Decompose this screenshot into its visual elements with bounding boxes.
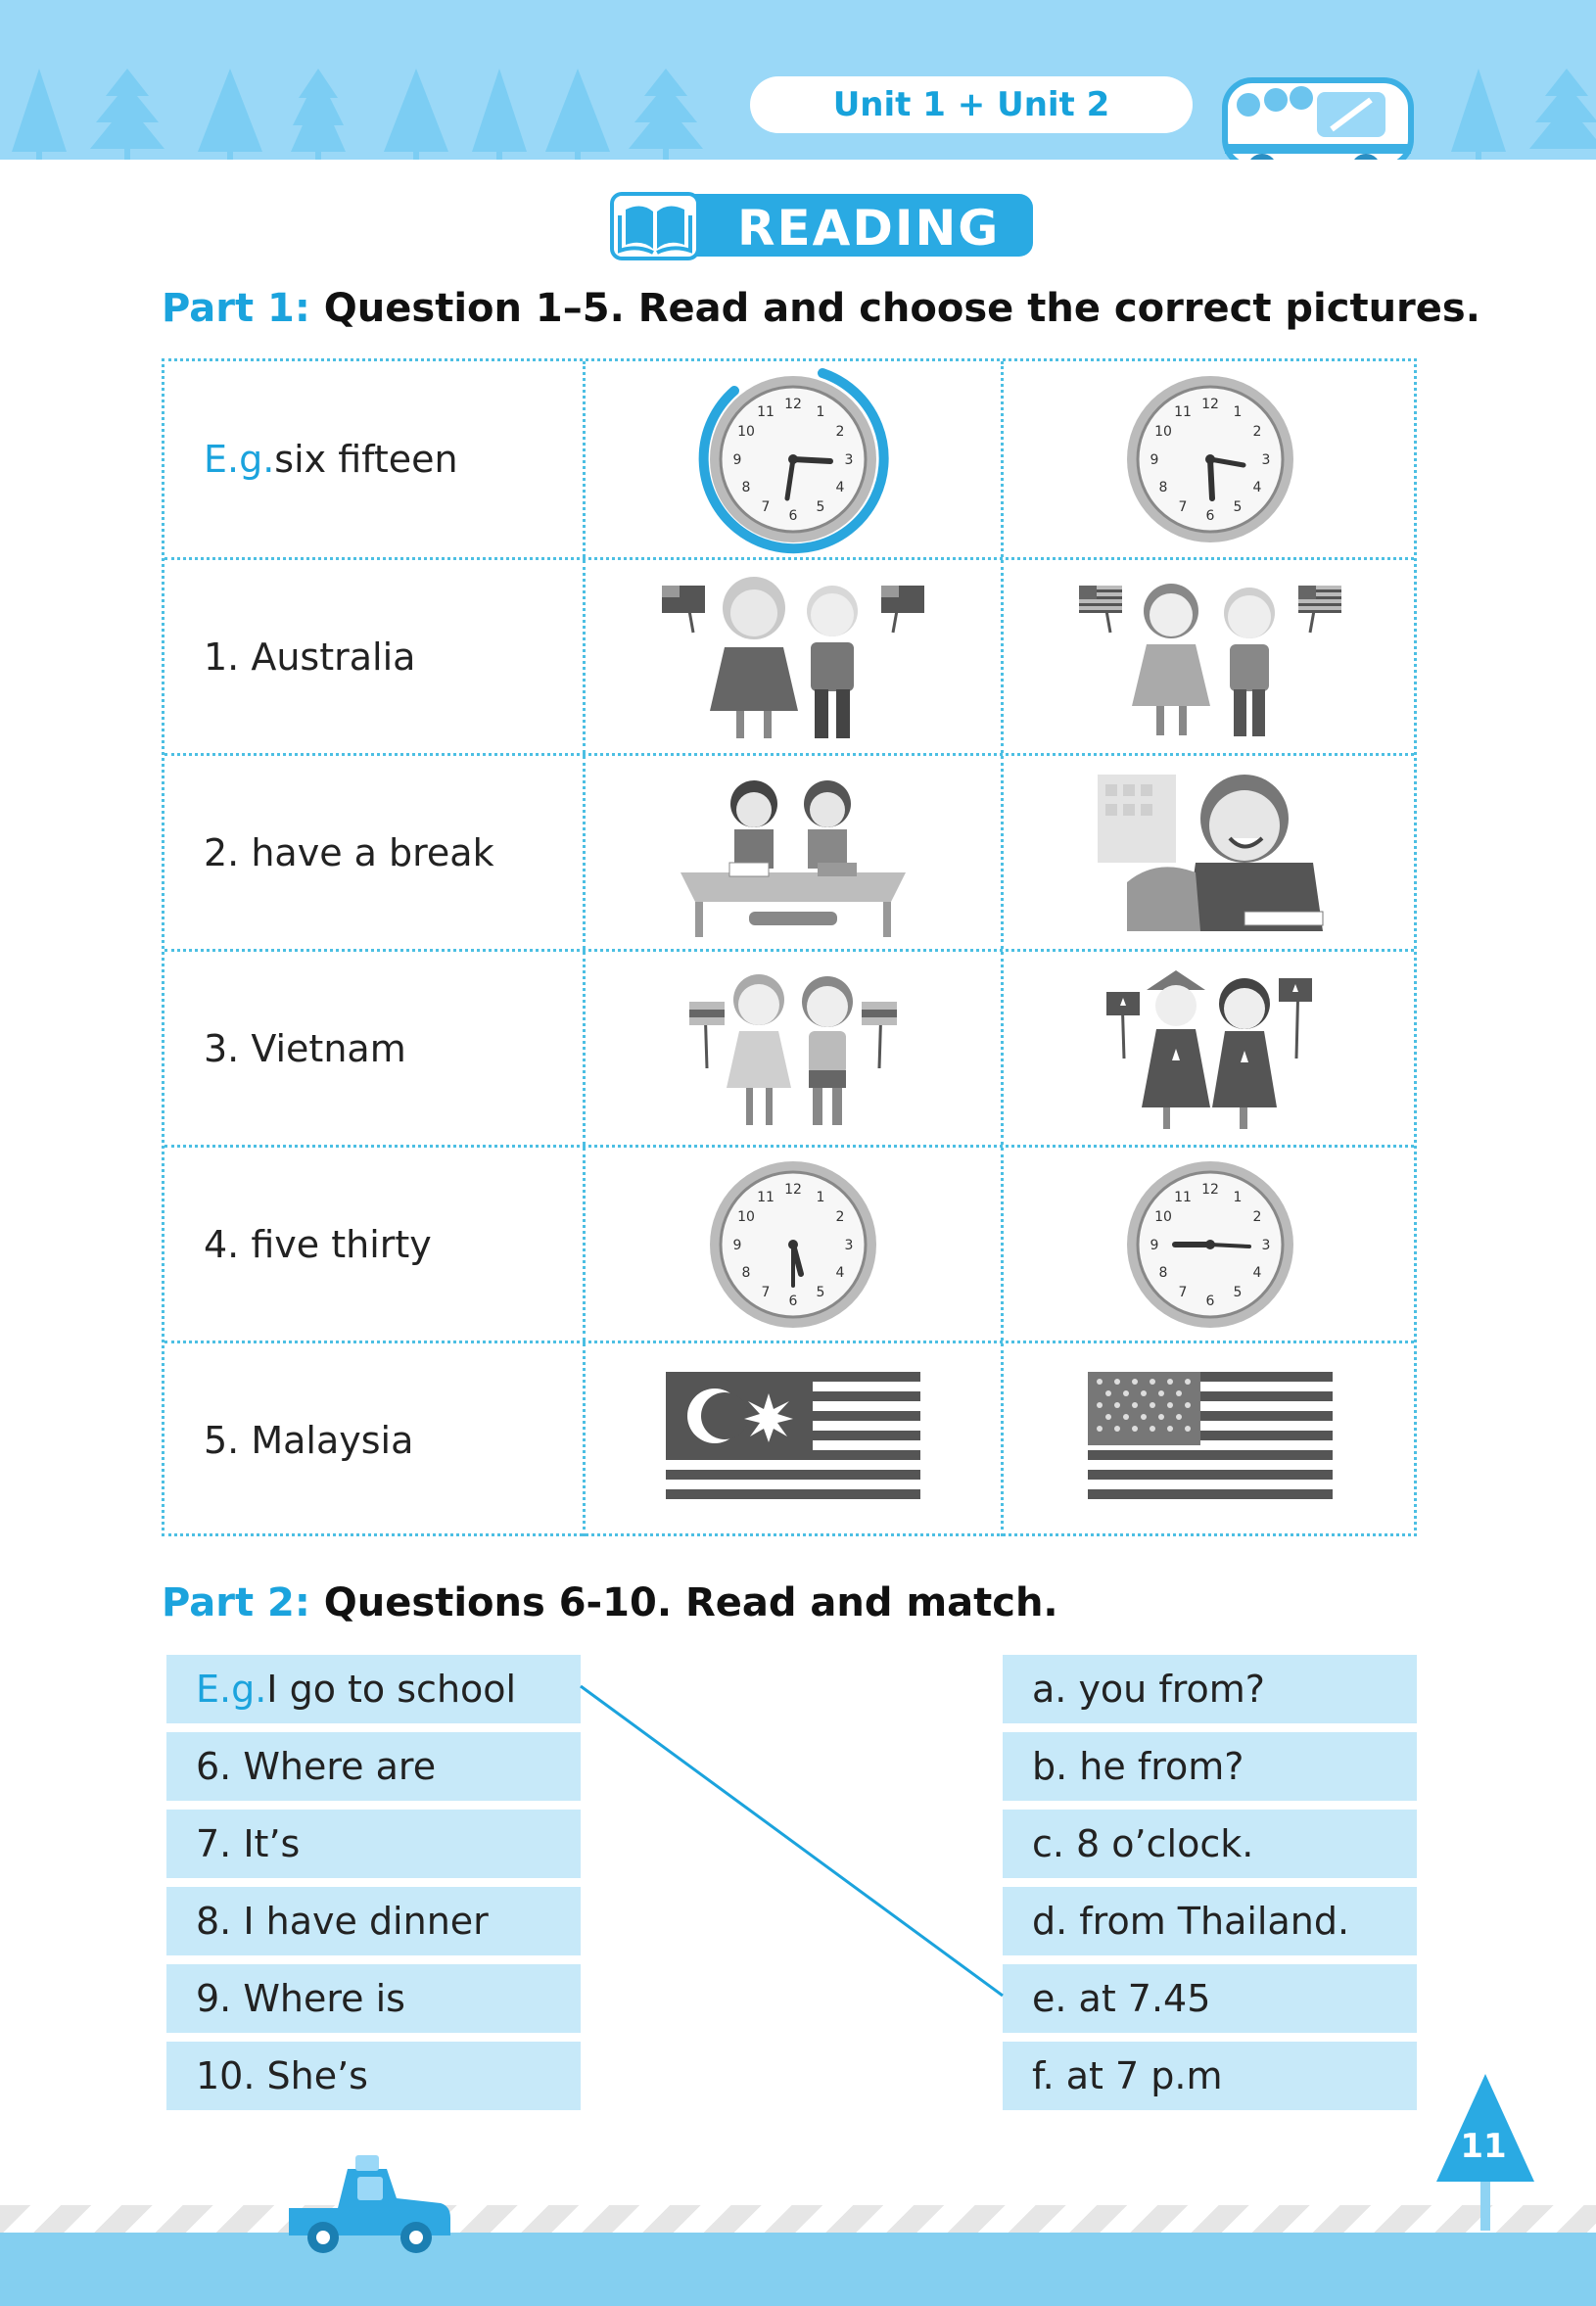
match-left-item[interactable] [166, 1887, 581, 1955]
question-cell [164, 1343, 583, 1536]
picture-option-b[interactable] [1001, 1148, 1417, 1341]
svg-text:10: 10 [1154, 1208, 1172, 1225]
picture-option-a[interactable] [583, 1148, 1001, 1341]
match-left-item[interactable] [166, 1964, 581, 2033]
svg-text:1: 1 [1233, 1189, 1243, 1205]
question-text: six fifteen [274, 438, 458, 481]
tree-icon [1527, 69, 1596, 162]
tree-icon [196, 69, 264, 162]
clock-icon [1112, 1147, 1308, 1342]
svg-text:2: 2 [1252, 1208, 1262, 1225]
svg-text:2: 2 [835, 424, 845, 440]
match-right-text: b. he from? [1032, 1745, 1244, 1788]
children-with-flags-icon [656, 564, 930, 750]
unit-label: Unit 1 + Unit 2 [750, 76, 1193, 133]
svg-text:11: 11 [1174, 1189, 1192, 1205]
picture-option-a[interactable] [583, 560, 1001, 753]
svg-text:3: 3 [844, 1237, 854, 1253]
tree-icon [382, 69, 450, 162]
svg-text:5: 5 [816, 1284, 825, 1300]
svg-text:9: 9 [732, 1237, 742, 1253]
question-cell [164, 952, 583, 1145]
example-prefix: E.g. [196, 1668, 267, 1711]
svg-text:10: 10 [737, 424, 755, 440]
school-bus-icon [1219, 51, 1425, 166]
svg-text:8: 8 [1158, 480, 1168, 495]
svg-text:3: 3 [1261, 1237, 1271, 1253]
match-left-text: 7. It’s [196, 1822, 301, 1865]
match-left-item[interactable] [166, 2042, 581, 2110]
question-cell [164, 560, 583, 753]
clock-icon [695, 1147, 891, 1342]
question-cell [164, 361, 583, 557]
match-right-item[interactable] [1003, 1964, 1417, 2033]
malaysia-flag-icon [666, 1372, 920, 1509]
svg-text:2: 2 [835, 1208, 845, 1225]
picture-option-b[interactable] [1001, 560, 1417, 753]
match-right-item[interactable] [1003, 1810, 1417, 1878]
svg-text:4: 4 [1252, 1264, 1262, 1281]
svg-text:7: 7 [1178, 499, 1188, 515]
svg-text:11: 11 [757, 1189, 775, 1205]
question-cell [164, 1148, 583, 1341]
question-text: 3. Vietnam [204, 1026, 406, 1070]
svg-text:7: 7 [761, 1284, 771, 1300]
table-row [164, 753, 1414, 949]
match-right-item[interactable] [1003, 1732, 1417, 1801]
match-right-text: a. you from? [1032, 1668, 1265, 1711]
svg-text:11: 11 [1174, 404, 1192, 420]
question-text: 2. have a break [204, 830, 494, 874]
tree-icon [1449, 69, 1508, 162]
children-with-flags-icon [1073, 564, 1347, 750]
children-with-flags-icon [1103, 961, 1318, 1137]
svg-text:9: 9 [732, 452, 742, 468]
picture-option-b[interactable] [1001, 1343, 1417, 1536]
children-with-flags-icon [685, 961, 901, 1137]
part2-heading [162, 1580, 1058, 1625]
match-right-text: e. at 7.45 [1032, 1977, 1211, 2020]
table-row [164, 1145, 1414, 1341]
svg-text:1: 1 [1233, 404, 1243, 420]
svg-text:12: 12 [1201, 1181, 1219, 1198]
question-cell [164, 756, 583, 949]
table-row [164, 949, 1414, 1145]
open-book-icon [610, 192, 700, 260]
clock-icon [1112, 361, 1308, 557]
question-text: 5. Malaysia [204, 1418, 414, 1462]
svg-text:6: 6 [788, 1293, 798, 1309]
part2-instruction: Questions 6-10. Read and match. [323, 1580, 1058, 1625]
match-right-item[interactable] [1003, 2042, 1417, 2110]
children-at-desk-icon [671, 765, 915, 941]
svg-text:2: 2 [1252, 424, 1262, 440]
svg-text:1: 1 [816, 1189, 825, 1205]
match-left-text: I go to school [266, 1668, 517, 1711]
svg-text:10: 10 [1154, 424, 1172, 440]
part1-table [162, 358, 1417, 1536]
picture-option-a[interactable] [583, 1343, 1001, 1536]
svg-text:3: 3 [1261, 452, 1271, 468]
match-right-item[interactable] [1003, 1887, 1417, 1955]
picture-option-b[interactable] [1001, 952, 1417, 1145]
match-right-text: d. from Thailand. [1032, 1900, 1350, 1943]
part1-instruction: Question 1–5. Read and choose the correct pictures. [323, 286, 1480, 331]
tree-icon [470, 69, 529, 162]
table-row [164, 361, 1414, 557]
svg-text:5: 5 [816, 499, 825, 515]
tree-icon [88, 69, 166, 162]
svg-text:5: 5 [1233, 499, 1243, 515]
svg-text:7: 7 [761, 499, 771, 515]
tree-icon [543, 69, 612, 162]
page-number: 11 [1460, 2127, 1507, 2166]
part2-number: Part 2: [162, 1580, 310, 1625]
car-icon [279, 2149, 455, 2257]
match-left-text: 9. Where is [196, 1977, 405, 2020]
usa-flag-icon [1088, 1372, 1333, 1509]
picture-option-a[interactable] [583, 361, 1001, 557]
svg-text:6: 6 [1205, 508, 1215, 524]
boy-with-bag-icon [1088, 765, 1333, 941]
part1-number: Part 1: [162, 286, 310, 331]
svg-text:12: 12 [1201, 397, 1219, 412]
svg-text:12: 12 [784, 397, 802, 412]
picture-option-a[interactable] [583, 756, 1001, 949]
clock-icon [676, 352, 911, 567]
match-right-text: c. 8 o’clock. [1032, 1822, 1254, 1865]
question-text: 1. Australia [204, 635, 416, 679]
tree-icon [289, 69, 348, 162]
svg-text:4: 4 [835, 1264, 845, 1281]
svg-text:8: 8 [741, 1264, 751, 1281]
svg-text:12: 12 [784, 1181, 802, 1198]
table-row [164, 1341, 1414, 1536]
footer-stripe [0, 2205, 1596, 2233]
part1-heading [162, 286, 1480, 331]
svg-text:3: 3 [844, 452, 854, 468]
match-left-item[interactable] [166, 1732, 581, 1801]
header-divider [0, 160, 1596, 166]
svg-text:8: 8 [741, 480, 751, 495]
tree-icon [627, 69, 705, 162]
svg-text:4: 4 [1252, 480, 1262, 495]
picture-option-b[interactable] [1001, 361, 1417, 557]
svg-text:9: 9 [1150, 1237, 1159, 1253]
match-right-item[interactable] [1003, 1655, 1417, 1723]
example-prefix: E.g. [204, 438, 275, 481]
section-title: READING [737, 200, 1001, 257]
match-left-item[interactable] [166, 1655, 581, 1723]
footer-band [0, 2233, 1596, 2306]
svg-text:11: 11 [757, 404, 775, 420]
svg-text:9: 9 [1150, 452, 1159, 468]
svg-text:5: 5 [1233, 1284, 1243, 1300]
svg-text:1: 1 [816, 404, 825, 420]
picture-option-b[interactable] [1001, 756, 1417, 949]
header-band [0, 0, 1596, 166]
section-banner [610, 192, 1033, 260]
svg-text:10: 10 [737, 1208, 755, 1225]
match-left-text: 8. I have dinner [196, 1900, 489, 1943]
svg-text:7: 7 [1178, 1284, 1188, 1300]
table-row [164, 557, 1414, 753]
svg-text:6: 6 [788, 508, 798, 524]
svg-text:8: 8 [1158, 1264, 1168, 1281]
question-text: 4. five thirty [204, 1222, 432, 1266]
match-right-text: f. at 7 p.m [1032, 2054, 1223, 2097]
match-left-text: 10. She’s [196, 2054, 368, 2097]
match-left-text: 6. Where are [196, 1745, 437, 1788]
match-left-item[interactable] [166, 1810, 581, 1878]
picture-option-a[interactable] [583, 952, 1001, 1145]
tree-icon [10, 69, 69, 162]
svg-text:4: 4 [835, 480, 845, 495]
svg-text:6: 6 [1205, 1293, 1215, 1309]
